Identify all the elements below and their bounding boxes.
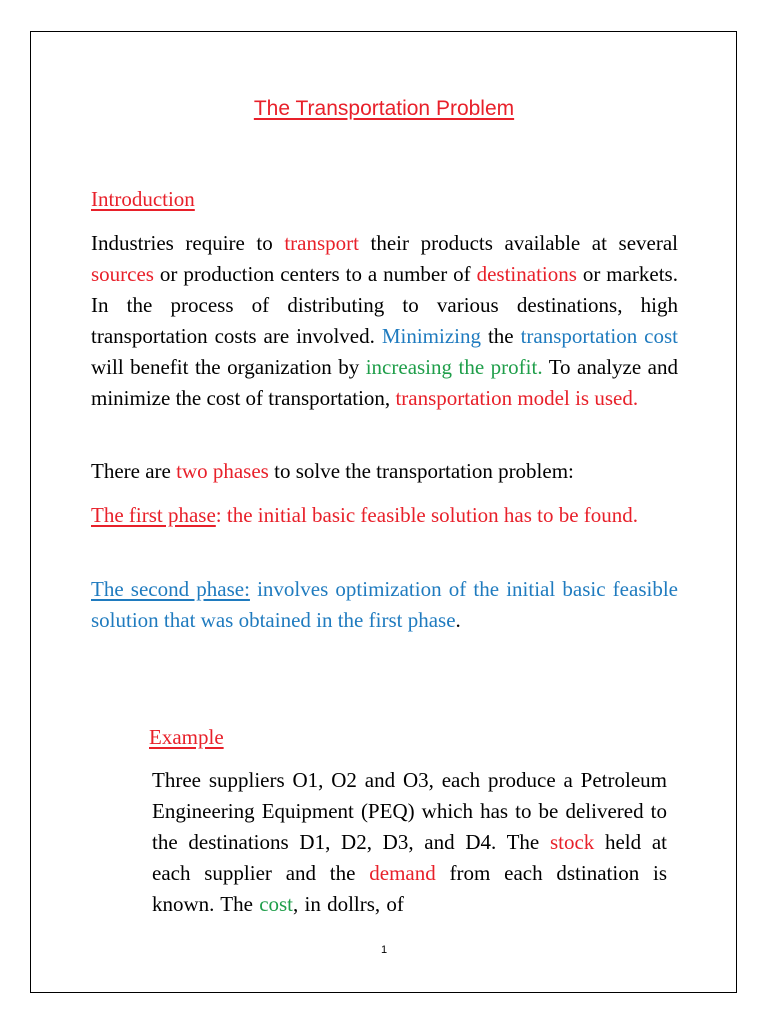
keyword-sources: sources <box>91 261 154 286</box>
keyword-transport: transport <box>284 231 359 255</box>
text-run: held at each supplier and the <box>152 829 668 885</box>
text-run: their products available at several <box>358 231 678 255</box>
second-phase-period: . <box>455 607 461 632</box>
text-run: Three suppliers O1, O2 and O3, each produce a Petroleum Engineering Equipment (PEQ) which has to be delivered to the destinations D1, D2, D3, and D4. The <box>152 768 667 854</box>
first-phase-label: The first phase <box>91 503 216 527</box>
second-phase-paragraph <box>91 574 678 636</box>
keyword-minimizing: Minimizing <box>381 323 482 348</box>
second-phase-label: The second phase: <box>91 577 250 601</box>
phases-line <box>91 456 678 487</box>
keyword-transportation-cost: transportation cost <box>520 323 679 348</box>
second-phase-text: involves optimization of the initial basic feasible solution that was obtained in the first phase <box>91 577 678 632</box>
page-number: 1 <box>380 944 388 956</box>
keyword-model-used: transportation model is used. <box>395 385 639 410</box>
text-run: or markets. In the process of distributing to various destinations, high transportation costs are involved. <box>91 261 678 348</box>
keyword-cost: cost <box>259 891 294 916</box>
first-phase-paragraph <box>91 500 678 531</box>
keyword-demand: demand <box>369 860 436 885</box>
introduction-heading: Introduction <box>91 187 195 211</box>
introduction-paragraph <box>91 228 678 413</box>
text-run: , in dollrs, of <box>293 891 404 916</box>
text-run: from each dstination is known. The <box>152 860 668 916</box>
text-run: Industries require to <box>91 231 285 255</box>
text-run: or production centers to a number of <box>153 261 477 286</box>
text-run: To analyze and minimize the cost of transportation, <box>91 354 678 410</box>
text-run: the <box>481 323 521 348</box>
page-title <box>0 94 768 124</box>
keyword-destinations: destinations <box>476 261 577 286</box>
text-run: There are <box>91 459 177 483</box>
keyword-stock: stock <box>549 829 595 854</box>
example-paragraph <box>152 765 667 920</box>
text-run: will benefit the organization by <box>91 354 366 379</box>
keyword-increasing-profit: increasing the profit. <box>365 354 543 379</box>
first-phase-text: : the initial basic feasible solution has to be found. <box>215 503 639 527</box>
example-heading: Example <box>149 725 224 749</box>
page-title-text: The Transportation Problem <box>253 97 515 120</box>
text-run: to solve the transportation problem: <box>268 459 574 483</box>
keyword-two-phases: two phases <box>176 459 269 483</box>
